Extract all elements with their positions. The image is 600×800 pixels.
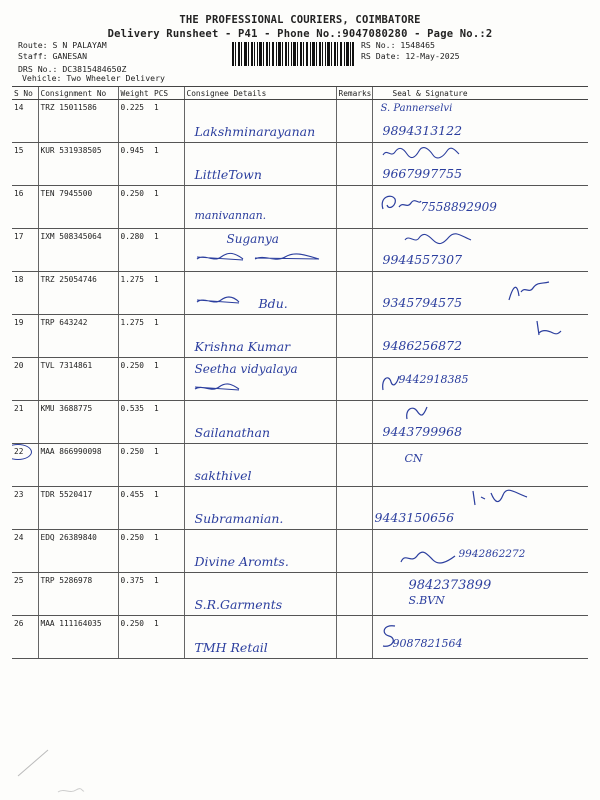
cell-signature xyxy=(372,530,588,573)
drs-text: DRS No.: DC3815484650Z xyxy=(18,64,127,74)
cell-weight: 1.275 xyxy=(118,272,152,315)
cell-signature xyxy=(372,573,588,616)
cell-pcs: 1 xyxy=(152,315,184,358)
cell-weight: 0.250 xyxy=(118,444,152,487)
handwritten-consignee: Subramanian. xyxy=(194,511,284,526)
cell-weight: 0.250 xyxy=(118,616,152,659)
handwritten-signature-name: S.BVN xyxy=(408,594,445,607)
cell-consignment: KUR 531938505 xyxy=(38,143,118,186)
handwritten-phone: 9442918385 xyxy=(398,373,469,386)
cell-remarks xyxy=(336,358,372,401)
cell-pcs: 1 xyxy=(152,186,184,229)
cell-pcs: 1 xyxy=(152,573,184,616)
cell-consignment: EDQ 26389840 xyxy=(38,530,118,573)
cell-sno: 18 xyxy=(12,272,38,315)
cell-pcs: 1 xyxy=(152,100,184,143)
handwritten-phone: 9345794575 xyxy=(382,295,463,310)
signature-scribble-icon xyxy=(533,319,563,339)
table-row xyxy=(12,530,588,573)
cell-weight: 0.375 xyxy=(118,573,152,616)
col-header-sno: S No xyxy=(12,87,38,100)
cell-weight: 0.945 xyxy=(118,143,152,186)
vehicle-text: Vehicle: Two Wheeler Delivery xyxy=(22,73,165,83)
table-row xyxy=(12,573,588,616)
cell-consignee xyxy=(184,358,336,401)
cell-remarks xyxy=(336,272,372,315)
cell-sno xyxy=(12,444,38,487)
handwritten-signature-name: S. Pannerselvi xyxy=(380,103,453,114)
pencil-mark-icon xyxy=(16,748,50,778)
handwritten-consignee: Suganya xyxy=(226,232,279,246)
cell-weight: 0.280 xyxy=(118,229,152,272)
cell-signature xyxy=(372,186,588,229)
cell-signature xyxy=(372,143,588,186)
document-subtitle: Delivery Runsheet - P41 - Phone No.:9047080280 - Page No.:2 xyxy=(107,28,493,40)
cell-sno: 15 xyxy=(12,143,38,186)
signature-scribble-icon xyxy=(377,191,423,215)
signature-scribble-icon xyxy=(403,232,473,246)
route-text: Route: S N PALAYAM xyxy=(18,40,107,50)
handwritten-phone: 9944557307 xyxy=(382,252,463,267)
signature-scribble-icon xyxy=(379,372,401,392)
cell-consignment: KMU 3688775 xyxy=(38,401,118,444)
cell-signature xyxy=(372,616,588,659)
cell-sno: 26 xyxy=(12,616,38,659)
cell-remarks xyxy=(336,487,372,530)
handwritten-phone: 9942862272 xyxy=(458,548,526,560)
table-row xyxy=(12,143,588,186)
cell-remarks xyxy=(336,401,372,444)
cell-sno: 14 xyxy=(12,100,38,143)
cell-weight: 0.225 xyxy=(118,100,152,143)
cell-remarks xyxy=(336,186,372,229)
cell-consignment: TRP 643242 xyxy=(38,315,118,358)
cell-consignment: TRZ 15011586 xyxy=(38,100,118,143)
handwritten-phone: 7558892909 xyxy=(420,200,497,214)
cell-weight: 0.535 xyxy=(118,401,152,444)
signature-scribble-icon xyxy=(469,489,529,509)
cell-sno: 24 xyxy=(12,530,38,573)
cell-remarks xyxy=(336,530,372,573)
meta-right xyxy=(361,40,460,62)
signature-scribble-icon xyxy=(507,278,551,304)
cell-pcs: 1 xyxy=(152,358,184,401)
cell-pcs: 1 xyxy=(152,444,184,487)
cell-consignee xyxy=(184,143,336,186)
table-row xyxy=(12,315,588,358)
col-header-remarks: Remarks xyxy=(336,87,372,100)
handwritten-consignee: Krishna Kumar xyxy=(194,339,291,354)
handwritten-phone: CN xyxy=(404,452,423,465)
struck-out-text-icon xyxy=(195,251,321,265)
cell-consignee xyxy=(184,315,336,358)
handwritten-consignee: sakthivel xyxy=(194,468,252,483)
table-row xyxy=(12,186,588,229)
table-row xyxy=(12,229,588,272)
cell-remarks xyxy=(336,100,372,143)
cell-sno: 16 xyxy=(12,186,38,229)
cell-weight: 0.455 xyxy=(118,487,152,530)
table-row xyxy=(12,444,588,487)
handwritten-consignee: Divine Aromts. xyxy=(194,554,289,569)
cell-consignee xyxy=(184,186,336,229)
col-header-weight: Weight xyxy=(118,87,152,100)
table-row xyxy=(12,487,588,530)
table-row xyxy=(12,358,588,401)
cell-pcs: 1 xyxy=(152,143,184,186)
table-row xyxy=(12,616,588,659)
cell-consignment: MAA 111164035 xyxy=(38,616,118,659)
handwritten-consignee: Sailanathan xyxy=(194,425,271,440)
cell-consignee xyxy=(184,530,336,573)
table-row xyxy=(12,401,588,444)
cell-remarks xyxy=(336,229,372,272)
signature-scribble-icon xyxy=(403,403,429,421)
cell-consignment: TEN 7945500 xyxy=(38,186,118,229)
cell-remarks xyxy=(336,616,372,659)
rs-date-text: RS Date: 12-May-2025 xyxy=(361,51,460,61)
struck-out-text-icon xyxy=(193,382,241,394)
handwritten-phone: 9667997755 xyxy=(382,166,463,181)
cell-pcs: 1 xyxy=(152,272,184,315)
cell-signature xyxy=(372,487,588,530)
handwritten-consignee: Lakshminarayanan xyxy=(194,124,316,139)
pencil-mark-icon xyxy=(56,786,86,796)
cell-weight: 0.250 xyxy=(118,530,152,573)
handwritten-phone: 9443799968 xyxy=(382,424,463,439)
cell-sno: 21 xyxy=(12,401,38,444)
cell-signature xyxy=(372,272,588,315)
handwritten-consignee: Bdu. xyxy=(258,296,288,311)
cell-sno-text: 22 xyxy=(14,447,24,456)
cell-sno: 17 xyxy=(12,229,38,272)
document-title: THE PROFESSIONAL COURIERS, COIMBATORE xyxy=(179,14,421,26)
cell-consignee xyxy=(184,272,336,315)
cell-consignment: MAA 866990098 xyxy=(38,444,118,487)
cell-signature xyxy=(372,401,588,444)
cell-consignee xyxy=(184,444,336,487)
col-header-signature: Seal & Signature xyxy=(372,87,588,100)
handwritten-phone: 9894313122 xyxy=(382,123,463,138)
cell-pcs: 1 xyxy=(152,401,184,444)
cell-weight: 0.250 xyxy=(118,186,152,229)
handwritten-consignee: S.R.Garments xyxy=(194,597,283,612)
cell-consignment: IXM 508345064 xyxy=(38,229,118,272)
table-header-row xyxy=(12,87,588,100)
table-row xyxy=(12,272,588,315)
handwritten-phone: 9486256872 xyxy=(382,338,463,353)
handwritten-consignee: TMH Retail xyxy=(194,640,268,655)
rs-number-text: RS No.: 1548465 xyxy=(361,40,435,50)
cell-sno: 19 xyxy=(12,315,38,358)
handwritten-consignee: LittleTown xyxy=(194,167,262,182)
cell-signature xyxy=(372,100,588,143)
cell-signature xyxy=(372,315,588,358)
cell-consignee xyxy=(184,401,336,444)
cell-consignee xyxy=(184,616,336,659)
staff-text: Staff: GANESAN xyxy=(18,51,88,61)
signature-scribble-icon xyxy=(381,146,461,160)
cell-remarks xyxy=(336,444,372,487)
cell-consignment: TDR 5520417 xyxy=(38,487,118,530)
cell-weight: 1.275 xyxy=(118,315,152,358)
handwritten-phone: 9087821564 xyxy=(392,637,463,650)
handwritten-phone: 9842373899 xyxy=(408,578,492,593)
handwritten-phone: 9443150656 xyxy=(374,510,455,525)
cell-remarks xyxy=(336,143,372,186)
cell-consignee xyxy=(184,229,336,272)
cell-remarks xyxy=(336,315,372,358)
cell-weight: 0.250 xyxy=(118,358,152,401)
barcode-icon xyxy=(232,42,354,66)
handwritten-consignee: manivannan. xyxy=(194,209,267,222)
struck-out-text-icon xyxy=(195,294,241,308)
handwritten-consignee: Seetha vidyalaya xyxy=(194,362,298,376)
signature-scribble-icon xyxy=(397,550,457,566)
cell-sno: 20 xyxy=(12,358,38,401)
runsheet-table xyxy=(12,86,588,659)
col-header-consignee: Consignee Details xyxy=(184,87,336,100)
cell-signature xyxy=(372,358,588,401)
cell-consignment: TRZ 25054746 xyxy=(38,272,118,315)
col-header-pcs: PCS xyxy=(152,87,184,100)
table-row xyxy=(12,100,588,143)
cell-remarks xyxy=(336,573,372,616)
cell-pcs: 1 xyxy=(152,530,184,573)
cell-pcs: 1 xyxy=(152,616,184,659)
cell-consignee xyxy=(184,100,336,143)
cell-consignment: TVL 7314861 xyxy=(38,358,118,401)
cell-sno: 23 xyxy=(12,487,38,530)
circled-marker-icon xyxy=(12,444,32,460)
cell-consignment: TRP 5286978 xyxy=(38,573,118,616)
cell-consignee xyxy=(184,487,336,530)
cell-signature xyxy=(372,229,588,272)
cell-consignee xyxy=(184,573,336,616)
meta-left xyxy=(18,40,126,75)
cell-pcs: 1 xyxy=(152,229,184,272)
col-header-consignment: Consignment No xyxy=(38,87,118,100)
cell-sno: 25 xyxy=(12,573,38,616)
cell-pcs: 1 xyxy=(152,487,184,530)
cell-signature xyxy=(372,444,588,487)
